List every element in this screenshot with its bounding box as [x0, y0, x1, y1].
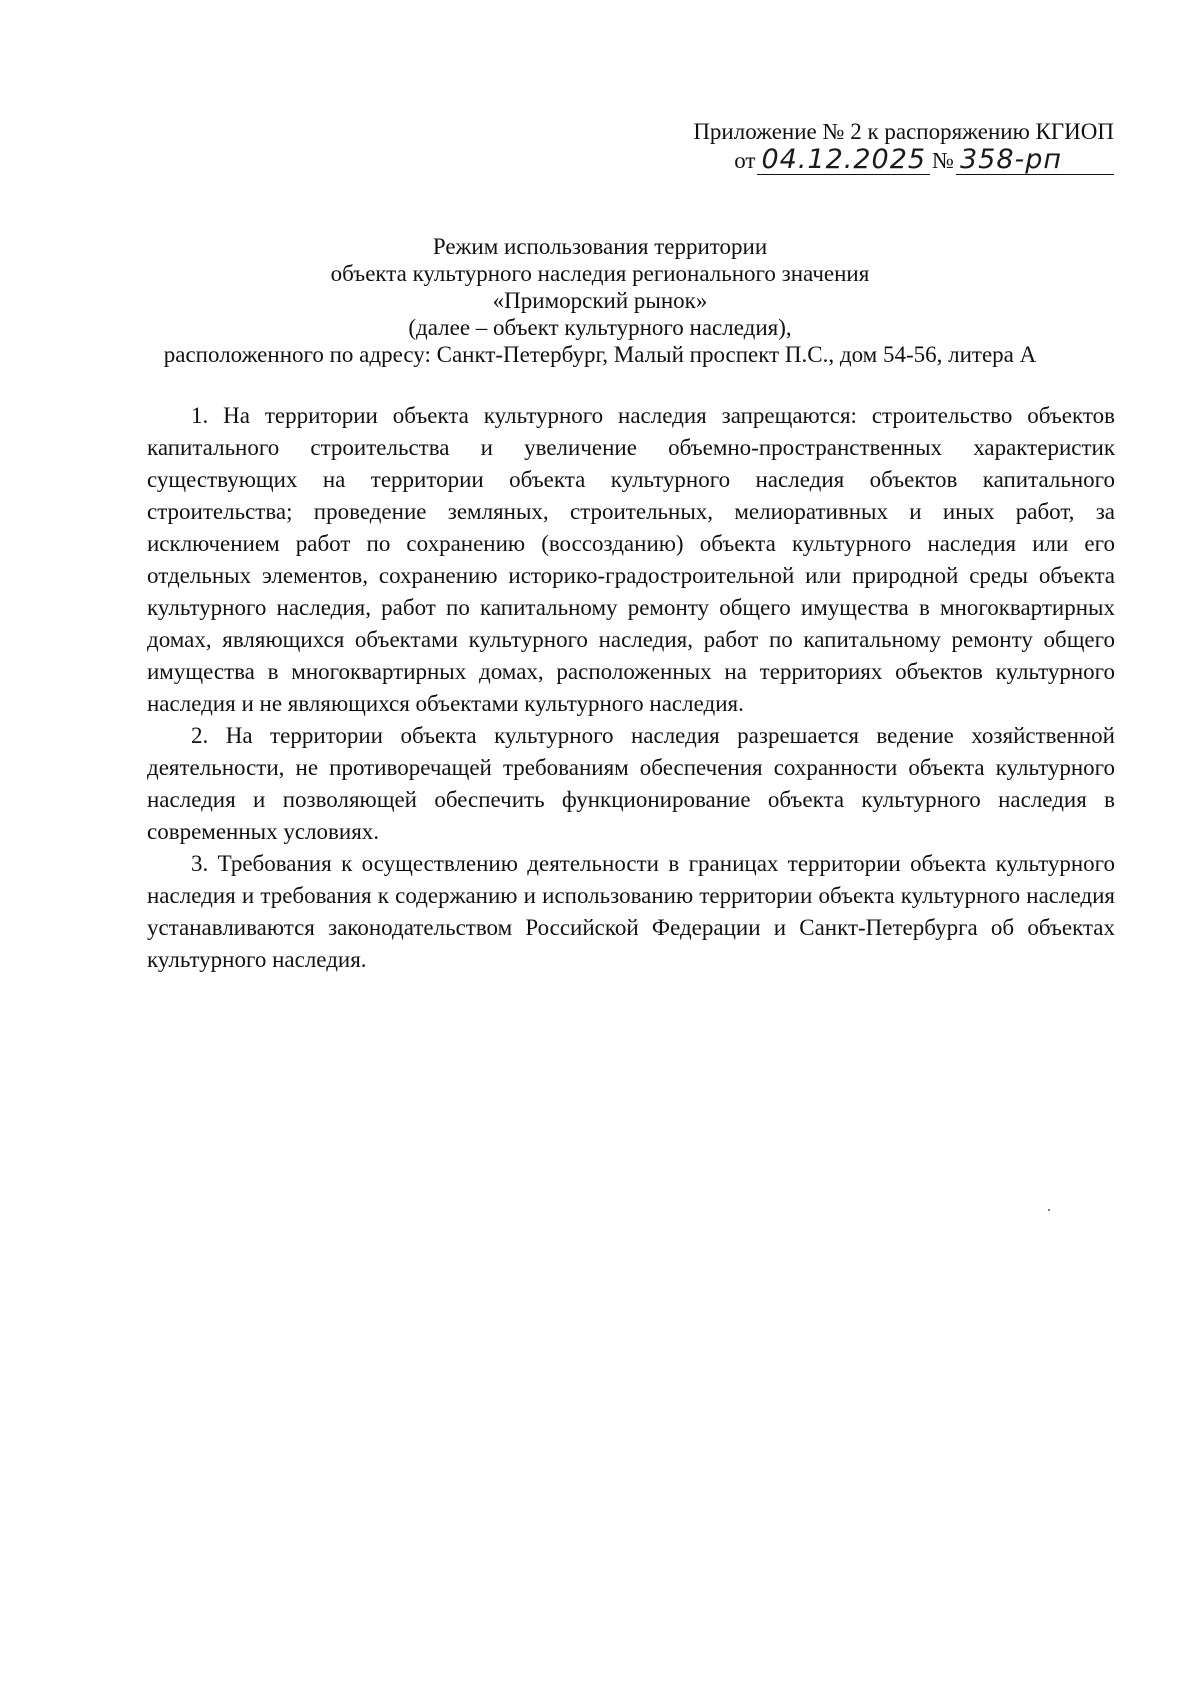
handwritten-number: 358-рп: [956, 146, 1114, 175]
scan-speck: [1048, 1209, 1050, 1211]
paragraph-2: 2. На территории объекта культурного наследия разрешается ведение хозяйственной деятельности, не противоречащей требованиям обеспечения сохранности объекта культурного наследия и позволяющей обеспечить функционирование объекта культурного наследия в современных условиях.: [147, 723, 1115, 844]
document-body: [147, 400, 1115, 976]
date-prefix: от: [734, 148, 756, 173]
handwritten-date: 04.12.2025: [757, 146, 930, 175]
title-line: объекта культурного наследия регионального значения: [330, 261, 870, 286]
paragraph-3: 3. Требования к осуществлению деятельности в границах территории объекта культурного наследия и требования к содержанию и использованию территории объекта культурного наследия устанавливаются законодательством Российской Федерации и Санкт-Петербурга об объектах культурного наследия.: [147, 851, 1115, 972]
appendix-label: Приложение № 2 к распоряжению КГИОП: [693, 119, 1114, 144]
title-line: (далее – объект культурного наследия),: [408, 315, 792, 340]
title-line: расположенного по адресу: Санкт-Петербург, Малый проспект П.С., дом 54-56, литера А: [163, 342, 1037, 367]
appendix-header: [693, 118, 1114, 175]
title-line: «Приморский рынок»: [492, 288, 708, 313]
appendix-date-number-line: [734, 146, 1114, 175]
document-title: [0, 233, 1200, 368]
title-line: Режим использования территории: [432, 234, 768, 259]
paragraph-1: 1. На территории объекта культурного наследия запрещаются: строительство объектов капитального строительства и увеличение объемно-пространственных характеристик существующих на территории объекта культурного наследия объектов капитального строительства; проведение земляных, строительных, мелиоративных и иных работ, за исключением работ по сохранению (воссозданию) объекта культурного наследия или его отдельных элементов, сохранению историко-градостроительной или природной среды объекта культурного наследия, работ по капитальному ремонту общего имущества в многоквартирных домах, являющихся объектами культурного наследия, работ по капитальному ремонту общего имущества в многоквартирных домах, расположенных на территориях объектов культурного наследия и не являющихся объектами культурного наследия.: [147, 403, 1115, 716]
number-sign: №: [932, 148, 954, 173]
